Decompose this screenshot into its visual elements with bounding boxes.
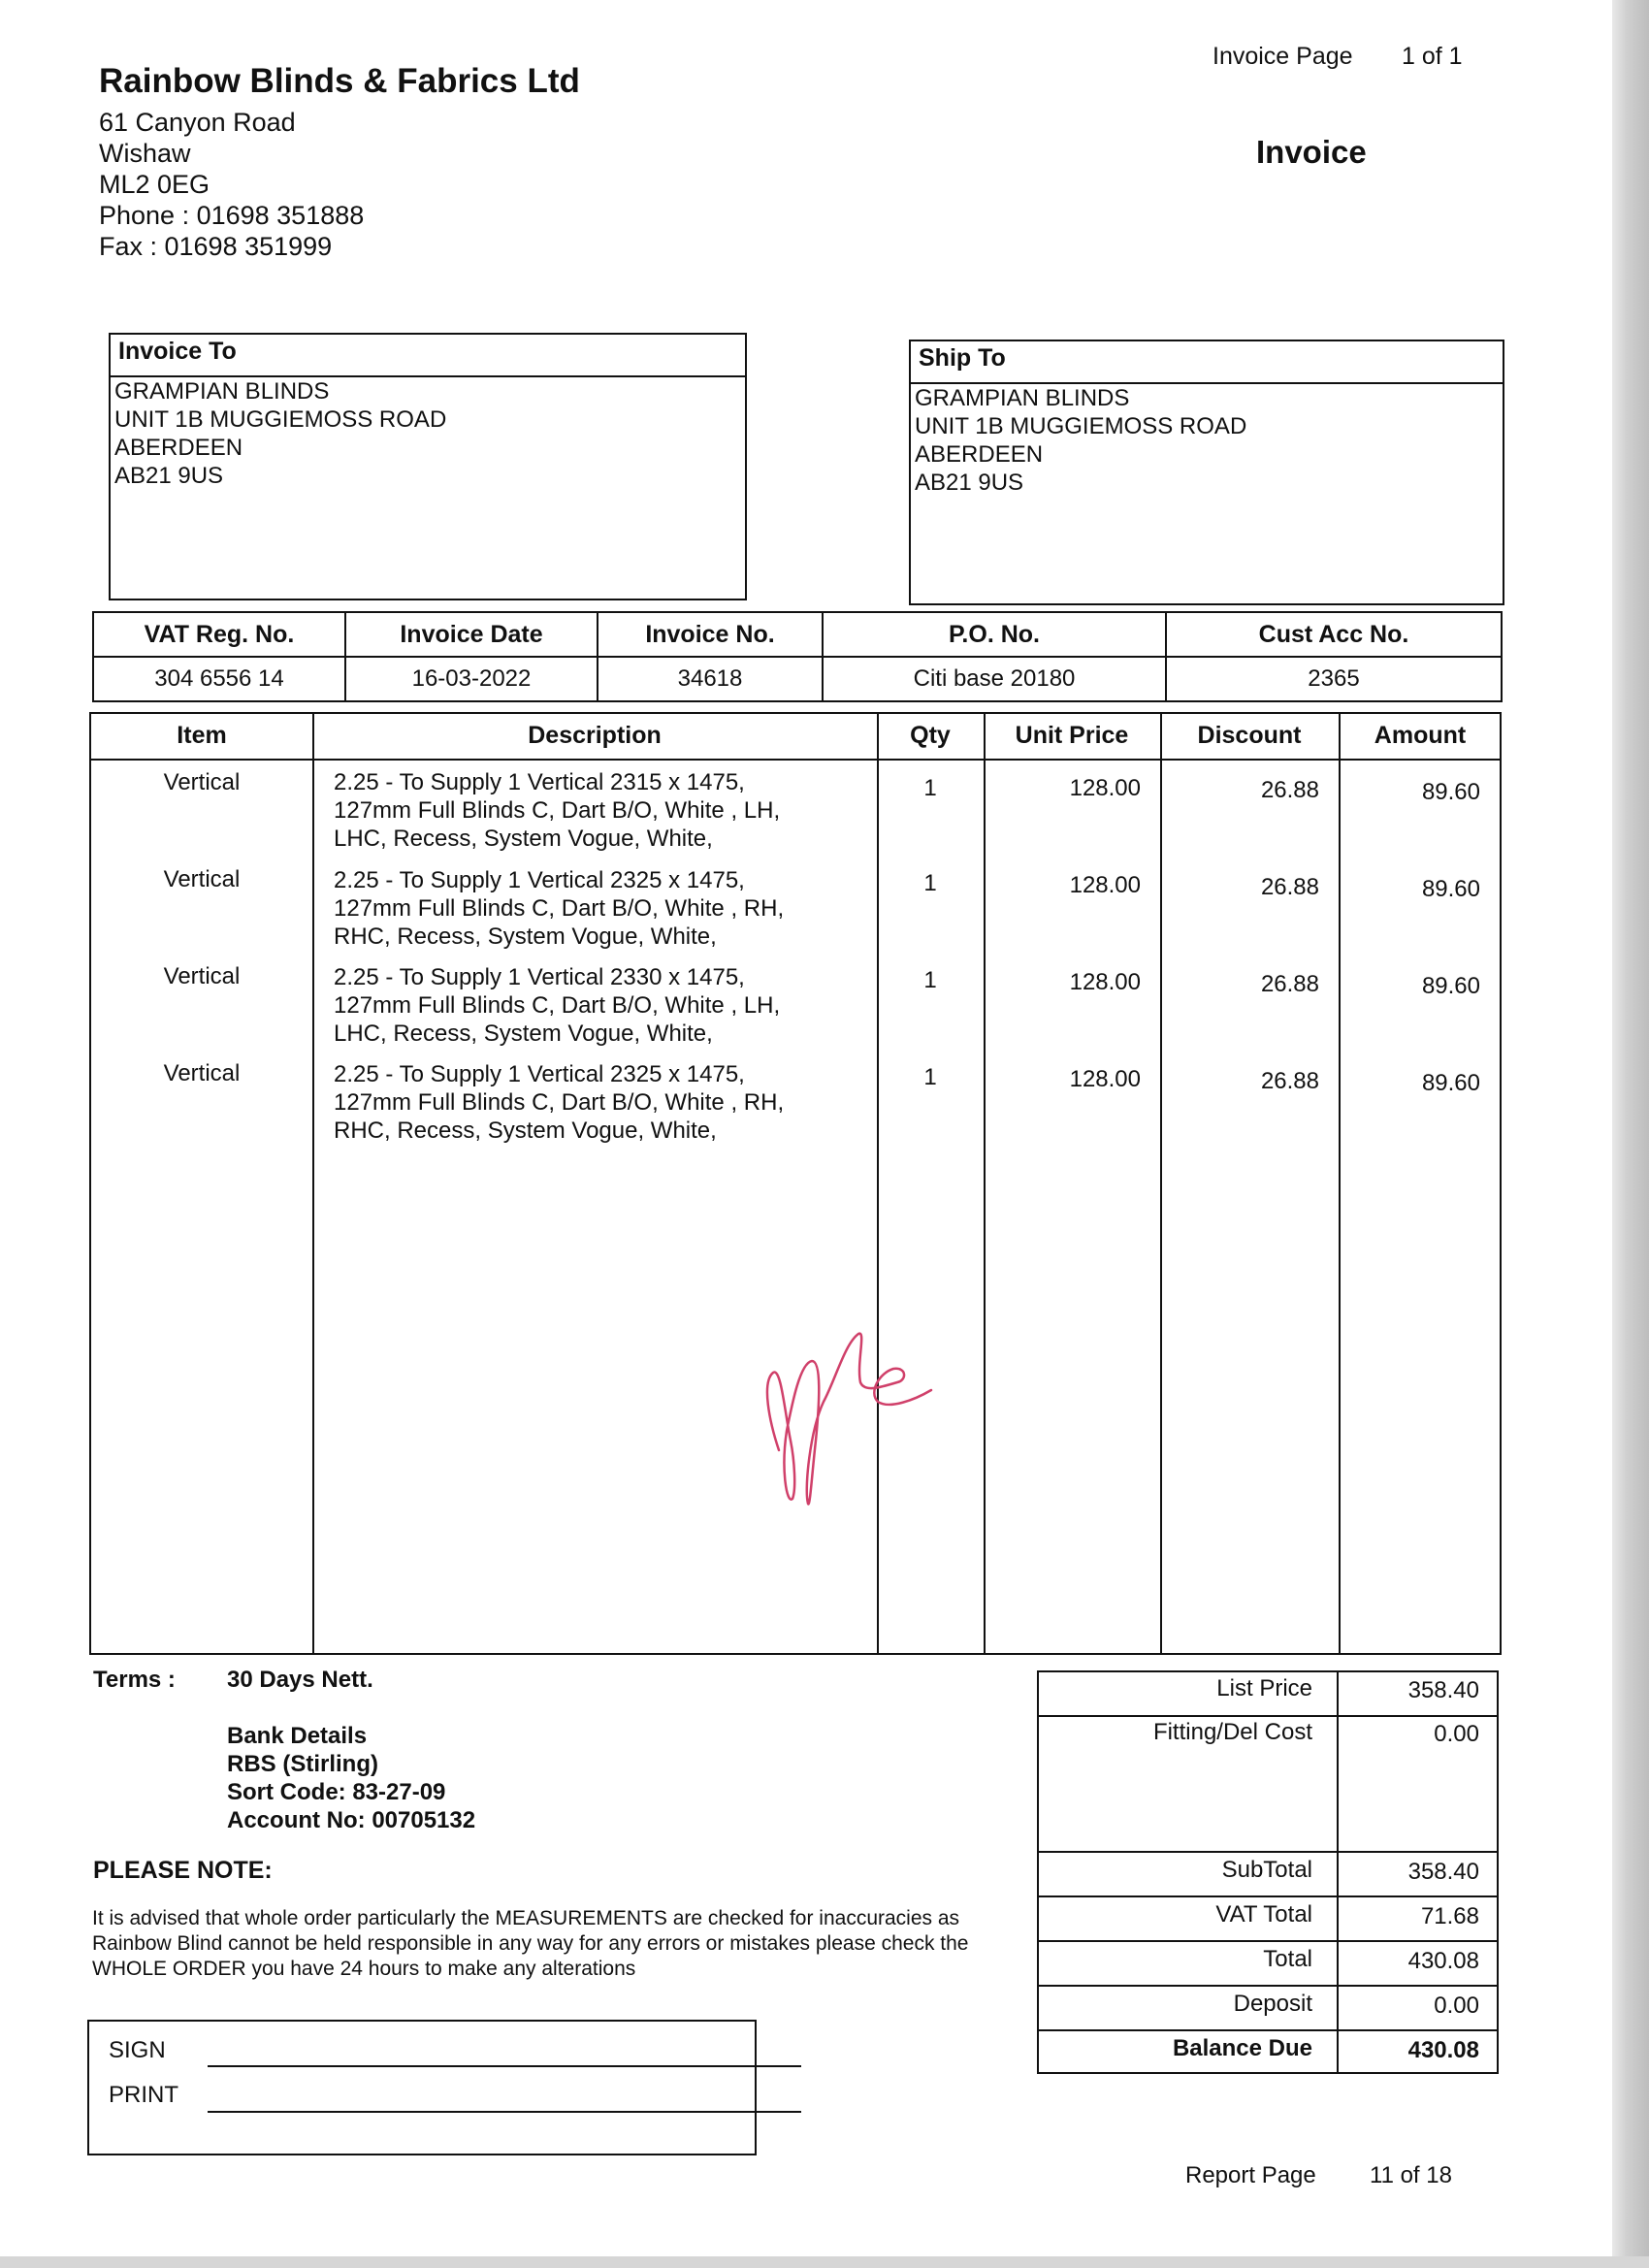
description-line: LHC, Recess, System Vogue, White, bbox=[334, 1021, 713, 1047]
info-value-row bbox=[93, 657, 1502, 701]
ship-to-box bbox=[909, 340, 1504, 605]
invoice-to-box bbox=[109, 333, 747, 600]
unit-price-cell: 128.00 bbox=[1069, 1066, 1141, 1092]
totals-row-line bbox=[1039, 1985, 1497, 1987]
subtotal-value: 358.40 bbox=[1407, 1859, 1479, 1885]
invoice-to-line: GRAMPIAN BLINDS bbox=[114, 378, 330, 405]
unit-price-cell: 128.00 bbox=[1069, 775, 1141, 801]
company-phone: Phone : 01698 351888 bbox=[99, 201, 365, 230]
description-line: 2.25 - To Supply 1 Vertical 2330 x 1475, bbox=[334, 964, 745, 990]
invoice-to-line: ABERDEEN bbox=[114, 435, 243, 461]
please-note-text: It is advised that whole order particularly the MEASUREMENTS are checked for inaccuracies as Rainbow Blind cannot be held responsible in any way for any errors or mistakes please check the WHOLE ORDER you have 24 hours to make any alterations bbox=[92, 1907, 969, 1980]
ship-to-line: ABERDEEN bbox=[915, 441, 1044, 468]
report-page-label: Report Page bbox=[1185, 2162, 1316, 2188]
vat-total-value: 71.68 bbox=[1420, 1903, 1479, 1929]
sign-label: SIGN bbox=[109, 2037, 166, 2063]
description-line: 2.25 - To Supply 1 Vertical 2325 x 1475, bbox=[334, 867, 745, 893]
item-cell: Vertical bbox=[163, 769, 241, 795]
totals-row-line bbox=[1039, 1940, 1497, 1942]
unit-price-cell: 128.00 bbox=[1069, 872, 1141, 898]
column-divider bbox=[1339, 714, 1341, 1653]
description-line: RHC, Recess, System Vogue, White, bbox=[334, 1118, 717, 1144]
list-price-label: List Price bbox=[1216, 1675, 1312, 1701]
report-page-value: 11 of 18 bbox=[1370, 2162, 1452, 2188]
invoice-no-value: 34618 bbox=[598, 657, 823, 701]
discount-cell: 26.88 bbox=[1260, 874, 1319, 900]
amount-cell: 89.60 bbox=[1421, 779, 1480, 805]
company-name: Rainbow Blinds & Fabrics Ltd bbox=[99, 62, 580, 100]
totals-row-line bbox=[1039, 1851, 1497, 1853]
deposit-label: Deposit bbox=[1233, 1991, 1312, 2017]
total-label: Total bbox=[1263, 1946, 1312, 1972]
amount-column-header: Amount bbox=[1374, 722, 1467, 749]
qty-column-header: Qty bbox=[910, 722, 951, 749]
vat-reg-value: 304 6556 14 bbox=[93, 657, 345, 701]
info-header-row bbox=[93, 612, 1502, 657]
description-line: 2.25 - To Supply 1 Vertical 2325 x 1475, bbox=[334, 1061, 745, 1087]
qty-cell: 1 bbox=[923, 870, 937, 896]
total-value: 430.08 bbox=[1407, 1948, 1479, 1974]
cust-acc-header: Cust Acc No. bbox=[1166, 612, 1502, 657]
scan-edge bbox=[1612, 0, 1649, 2268]
account-number: Account No: 00705132 bbox=[227, 1807, 476, 1833]
ship-to-line: GRAMPIAN BLINDS bbox=[915, 385, 1130, 411]
discount-cell: 26.88 bbox=[1260, 1068, 1319, 1094]
description-line: RHC, Recess, System Vogue, White, bbox=[334, 923, 717, 950]
item-cell: Vertical bbox=[163, 1060, 241, 1086]
totals-row-line bbox=[1039, 1715, 1497, 1717]
invoice-date-header: Invoice Date bbox=[345, 612, 598, 657]
item-column-header: Item bbox=[177, 722, 227, 749]
invoice-page-value: 1 of 1 bbox=[1402, 43, 1463, 70]
description-line: 127mm Full Blinds C, Dart B/O, White , RH, bbox=[334, 1089, 785, 1116]
qty-cell: 1 bbox=[923, 775, 937, 801]
please-note-heading: PLEASE NOTE: bbox=[93, 1857, 273, 1884]
amount-cell: 89.60 bbox=[1421, 1070, 1480, 1096]
terms-value: 30 Days Nett. bbox=[227, 1667, 373, 1693]
column-divider bbox=[1160, 714, 1162, 1653]
invoice-date-value: 16-03-2022 bbox=[345, 657, 598, 701]
subtotal-label: SubTotal bbox=[1221, 1857, 1312, 1883]
totals-row-line bbox=[1039, 2029, 1497, 2031]
column-divider bbox=[312, 714, 314, 1653]
totals-box bbox=[1037, 1670, 1499, 2074]
company-address-line: ML2 0EG bbox=[99, 170, 210, 199]
bank-details-heading: Bank Details bbox=[227, 1723, 368, 1749]
invoice-to-heading: Invoice To bbox=[111, 335, 745, 377]
invoice-no-header: Invoice No. bbox=[598, 612, 823, 657]
description-line: 127mm Full Blinds C, Dart B/O, White , LH, bbox=[334, 992, 781, 1019]
scan-edge-bottom bbox=[0, 2256, 1649, 2268]
print-line bbox=[208, 2111, 801, 2113]
print-label: PRINT bbox=[109, 2082, 178, 2108]
deposit-value: 0.00 bbox=[1434, 1993, 1479, 2019]
totals-row-line bbox=[1039, 1895, 1497, 1897]
fitting-label: Fitting/Del Cost bbox=[1152, 1719, 1312, 1745]
sign-line bbox=[208, 2065, 801, 2067]
amount-cell: 89.60 bbox=[1421, 973, 1480, 999]
unit-price-column-header: Unit Price bbox=[1015, 722, 1129, 749]
balance-due-value: 430.08 bbox=[1407, 2037, 1479, 2063]
signature-box bbox=[87, 2020, 757, 2155]
document-title: Invoice bbox=[1256, 134, 1367, 170]
invoice-to-line: UNIT 1B MUGGIEMOSS ROAD bbox=[114, 406, 447, 433]
terms-label: Terms : bbox=[93, 1667, 176, 1693]
amount-cell: 89.60 bbox=[1421, 876, 1480, 902]
balance-due-label: Balance Due bbox=[1172, 2035, 1312, 2061]
item-cell: Vertical bbox=[163, 866, 241, 892]
vat-total-label: VAT Total bbox=[1215, 1901, 1312, 1928]
description-line: LHC, Recess, System Vogue, White, bbox=[334, 826, 713, 852]
discount-column-header: Discount bbox=[1197, 722, 1302, 749]
item-cell: Vertical bbox=[163, 963, 241, 989]
description-line: 127mm Full Blinds C, Dart B/O, White , LH, bbox=[334, 797, 781, 824]
column-divider bbox=[984, 714, 986, 1653]
header-divider bbox=[91, 759, 1500, 761]
invoice-info-table bbox=[92, 611, 1503, 702]
description-line: 127mm Full Blinds C, Dart B/O, White , RH, bbox=[334, 895, 785, 922]
invoice-page-label: Invoice Page bbox=[1212, 43, 1353, 70]
company-address-line: 61 Canyon Road bbox=[99, 108, 296, 137]
qty-cell: 1 bbox=[923, 967, 937, 993]
fitting-value: 0.00 bbox=[1434, 1721, 1479, 1747]
ship-to-heading: Ship To bbox=[911, 341, 1503, 384]
po-no-value: Citi base 20180 bbox=[823, 657, 1166, 701]
handwritten-initials bbox=[752, 1305, 946, 1513]
cust-acc-value: 2365 bbox=[1166, 657, 1502, 701]
discount-cell: 26.88 bbox=[1260, 777, 1319, 803]
description-column-header: Description bbox=[528, 722, 662, 749]
signature-stroke bbox=[767, 1334, 931, 1505]
line-items-table bbox=[89, 712, 1502, 1655]
list-price-value: 358.40 bbox=[1407, 1677, 1479, 1703]
ship-to-line: UNIT 1B MUGGIEMOSS ROAD bbox=[915, 413, 1247, 439]
discount-cell: 26.88 bbox=[1260, 971, 1319, 997]
invoice-to-line: AB21 9US bbox=[114, 463, 224, 489]
po-no-header: P.O. No. bbox=[823, 612, 1166, 657]
qty-cell: 1 bbox=[923, 1064, 937, 1090]
totals-divider bbox=[1337, 1672, 1339, 2072]
bank-name: RBS (Stirling) bbox=[227, 1751, 378, 1777]
unit-price-cell: 128.00 bbox=[1069, 969, 1141, 995]
company-fax: Fax : 01698 351999 bbox=[99, 232, 333, 261]
sort-code: Sort Code: 83-27-09 bbox=[227, 1779, 446, 1805]
ship-to-line: AB21 9US bbox=[915, 470, 1024, 496]
description-line: 2.25 - To Supply 1 Vertical 2315 x 1475, bbox=[334, 769, 745, 795]
company-address-line: Wishaw bbox=[99, 139, 191, 168]
vat-reg-header: VAT Reg. No. bbox=[93, 612, 345, 657]
